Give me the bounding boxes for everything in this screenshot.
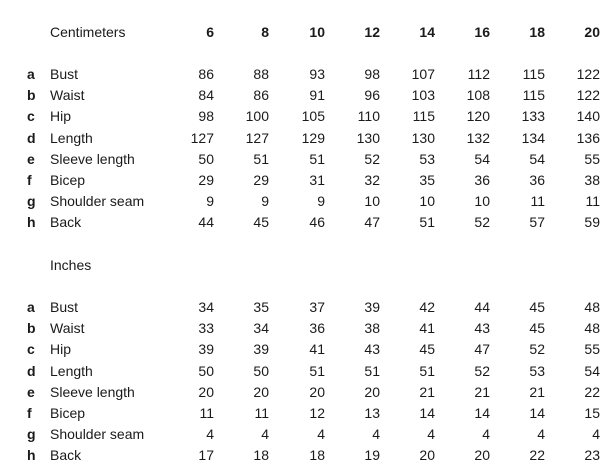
value-cell: 127 (245, 129, 269, 146)
value-cell: 59 (584, 214, 600, 231)
value-cell: 4 (372, 426, 380, 443)
value-cell: 14 (474, 405, 490, 421)
size-heading: 8 (261, 24, 269, 40)
value-cell: 4 (592, 426, 600, 443)
value-cell: 50 (198, 362, 214, 379)
value-cell: 98 (364, 66, 380, 82)
value-cell: 14 (419, 405, 435, 421)
value-cell: 52 (474, 362, 490, 379)
value-cell: 115 (412, 108, 435, 125)
value-cell: 38 (584, 172, 600, 188)
measurement-row (0, 191, 610, 211)
value-cell: 36 (474, 172, 490, 188)
row-letter: c (27, 108, 35, 125)
value-cell: 122 (576, 66, 600, 82)
value-cell: 42 (419, 299, 435, 315)
value-cell: 10 (474, 193, 490, 210)
value-cell: 140 (576, 108, 600, 125)
value-cell: 54 (474, 150, 490, 167)
value-cell: 39 (364, 299, 380, 315)
measurement-row (0, 85, 610, 105)
value-cell: 43 (474, 320, 490, 337)
value-cell: 41 (419, 320, 435, 337)
size-heading: 18 (529, 24, 545, 40)
value-cell: 100 (245, 108, 269, 125)
value-cell: 45 (419, 341, 435, 358)
value-cell: 55 (584, 341, 600, 358)
value-cell: 51 (419, 362, 435, 379)
value-cell: 110 (357, 108, 380, 125)
value-cell: 53 (529, 362, 545, 379)
value-cell: 20 (198, 383, 214, 400)
size-heading: 6 (206, 24, 214, 40)
size-heading: 14 (419, 24, 435, 40)
value-cell: 51 (253, 150, 269, 167)
value-cell: 20 (419, 447, 435, 464)
value-cell: 51 (309, 362, 325, 379)
measurement-row (0, 149, 610, 169)
row-label: Bust (50, 299, 79, 315)
value-cell: 9 (317, 193, 325, 210)
measurement-row (0, 445, 610, 465)
value-cell: 47 (364, 214, 380, 231)
header-row-inches (0, 255, 610, 275)
row-letter: f (27, 405, 32, 421)
value-cell: 57 (529, 214, 545, 231)
measurement-row (0, 403, 610, 423)
row-label: Sleeve length (50, 383, 135, 400)
value-cell: 51 (419, 214, 435, 231)
value-cell: 91 (309, 87, 325, 104)
row-letter: b (27, 87, 36, 104)
value-cell: 13 (364, 405, 380, 421)
value-cell: 133 (521, 108, 545, 125)
size-heading: 20 (584, 24, 600, 40)
value-cell: 21 (419, 383, 435, 400)
header-row-centimeters (0, 22, 610, 42)
value-cell: 19 (364, 447, 380, 464)
measurement-row (0, 424, 610, 444)
measurement-row (0, 297, 610, 317)
measurement-row (0, 170, 610, 190)
row-letter: h (27, 214, 36, 231)
value-cell: 48 (584, 320, 600, 337)
value-cell: 52 (529, 341, 545, 358)
value-cell: 29 (253, 172, 269, 188)
row-letter: a (27, 66, 35, 82)
value-cell: 96 (364, 87, 380, 104)
value-cell: 44 (474, 299, 490, 315)
row-label: Length (50, 129, 93, 146)
value-cell: 50 (253, 362, 269, 379)
row-label: Sleeve length (50, 150, 135, 167)
measurement-row (0, 361, 610, 381)
row-letter: c (27, 341, 35, 358)
row-letter: g (27, 426, 36, 443)
row-label: Hip (50, 108, 72, 125)
value-cell: 43 (364, 341, 380, 358)
value-cell: 129 (301, 129, 325, 146)
value-cell: 4 (427, 426, 435, 443)
value-cell: 46 (309, 214, 325, 231)
value-cell: 34 (253, 320, 269, 337)
value-cell: 45 (529, 320, 545, 337)
value-cell: 53 (419, 150, 435, 167)
value-cell: 33 (198, 320, 214, 337)
value-cell: 86 (198, 66, 214, 82)
row-label: Bicep (50, 172, 86, 188)
row-letter: h (27, 447, 36, 464)
section-title-centimeters: Centimeters (50, 24, 126, 40)
value-cell: 17 (198, 447, 214, 464)
value-cell: 120 (466, 108, 490, 125)
row-letter: e (27, 383, 35, 400)
value-cell: 132 (466, 129, 490, 146)
value-cell: 51 (309, 150, 325, 167)
value-cell: 130 (411, 129, 435, 146)
value-cell: 18 (253, 447, 269, 464)
row-label: Hip (50, 341, 72, 358)
value-cell: 37 (309, 299, 325, 315)
value-cell: 9 (206, 193, 214, 210)
value-cell: 45 (529, 299, 545, 315)
measurement-row (0, 106, 610, 126)
value-cell: 36 (529, 172, 545, 188)
row-letter: d (27, 129, 36, 146)
row-label: Back (50, 447, 82, 464)
value-cell: 122 (576, 87, 600, 104)
value-cell: 4 (482, 426, 490, 443)
size-heading: 12 (364, 24, 380, 40)
value-cell: 39 (198, 341, 214, 358)
value-cell: 88 (253, 66, 269, 82)
value-cell: 11 (530, 193, 545, 210)
value-cell: 22 (529, 447, 545, 464)
value-cell: 107 (411, 66, 435, 82)
size-heading: 10 (309, 24, 325, 40)
row-letter: f (27, 172, 32, 188)
value-cell: 4 (206, 426, 214, 443)
value-cell: 127 (190, 129, 214, 146)
measurement-row (0, 64, 610, 84)
value-cell: 54 (584, 362, 600, 379)
value-cell: 36 (309, 320, 325, 337)
value-cell: 15 (584, 405, 600, 421)
value-cell: 38 (364, 320, 380, 337)
value-cell: 51 (364, 362, 380, 379)
row-label: Bust (50, 66, 79, 82)
value-cell: 39 (253, 341, 269, 358)
value-cell: 48 (584, 299, 600, 315)
value-cell: 18 (309, 447, 325, 464)
row-letter: e (27, 150, 35, 167)
row-letter: g (27, 193, 36, 210)
row-label: Bicep (50, 405, 86, 421)
value-cell: 50 (198, 150, 214, 167)
value-cell: 22 (584, 383, 600, 400)
row-label: Waist (50, 87, 85, 104)
value-cell: 35 (419, 172, 435, 188)
value-cell: 21 (529, 383, 545, 400)
value-cell: 11 (254, 405, 269, 421)
value-cell: 21 (474, 383, 490, 400)
value-cell: 103 (411, 87, 435, 104)
value-cell: 115 (522, 66, 545, 82)
value-cell: 44 (198, 214, 214, 231)
value-cell: 29 (198, 172, 214, 188)
value-cell: 10 (364, 193, 380, 210)
value-cell: 45 (253, 214, 269, 231)
value-cell: 54 (529, 150, 545, 167)
measurement-row (0, 128, 610, 148)
value-cell: 93 (309, 66, 325, 82)
measurement-row (0, 212, 610, 232)
value-cell: 108 (466, 87, 490, 104)
value-cell: 55 (584, 150, 600, 167)
value-cell: 47 (474, 341, 490, 358)
value-cell: 31 (309, 172, 325, 188)
value-cell: 32 (364, 172, 380, 188)
value-cell: 86 (253, 87, 269, 104)
value-cell: 11 (199, 405, 214, 421)
value-cell: 35 (253, 299, 269, 315)
value-cell: 20 (309, 383, 325, 400)
row-letter: d (27, 362, 36, 379)
measurement-row (0, 382, 610, 402)
value-cell: 52 (364, 150, 380, 167)
value-cell: 12 (309, 405, 325, 421)
value-cell: 4 (317, 426, 325, 443)
value-cell: 98 (198, 108, 214, 125)
row-label: Shoulder seam (50, 426, 145, 443)
row-label: Length (50, 362, 93, 379)
row-label: Waist (50, 320, 85, 337)
value-cell: 14 (529, 405, 545, 421)
section-title-inches: Inches (50, 257, 92, 273)
row-label: Shoulder seam (50, 193, 145, 210)
value-cell: 4 (261, 426, 269, 443)
value-cell: 9 (261, 193, 269, 210)
measurement-row (0, 318, 610, 338)
value-cell: 11 (585, 193, 600, 210)
value-cell: 134 (521, 129, 545, 146)
value-cell: 115 (522, 87, 545, 104)
value-cell: 41 (309, 341, 325, 358)
value-cell: 23 (584, 447, 600, 464)
row-letter: b (27, 320, 36, 337)
row-letter: a (27, 299, 35, 315)
size-heading: 16 (474, 24, 490, 40)
value-cell: 105 (301, 108, 325, 125)
value-cell: 34 (198, 299, 214, 315)
value-cell: 84 (198, 87, 214, 104)
value-cell: 136 (576, 129, 600, 146)
value-cell: 20 (364, 383, 380, 400)
value-cell: 4 (537, 426, 545, 443)
row-label: Back (50, 214, 82, 231)
measurement-row (0, 339, 610, 359)
value-cell: 130 (356, 129, 380, 146)
value-cell: 20 (253, 383, 269, 400)
value-cell: 52 (474, 214, 490, 231)
value-cell: 112 (467, 66, 490, 82)
value-cell: 10 (419, 193, 435, 210)
value-cell: 20 (474, 447, 490, 464)
